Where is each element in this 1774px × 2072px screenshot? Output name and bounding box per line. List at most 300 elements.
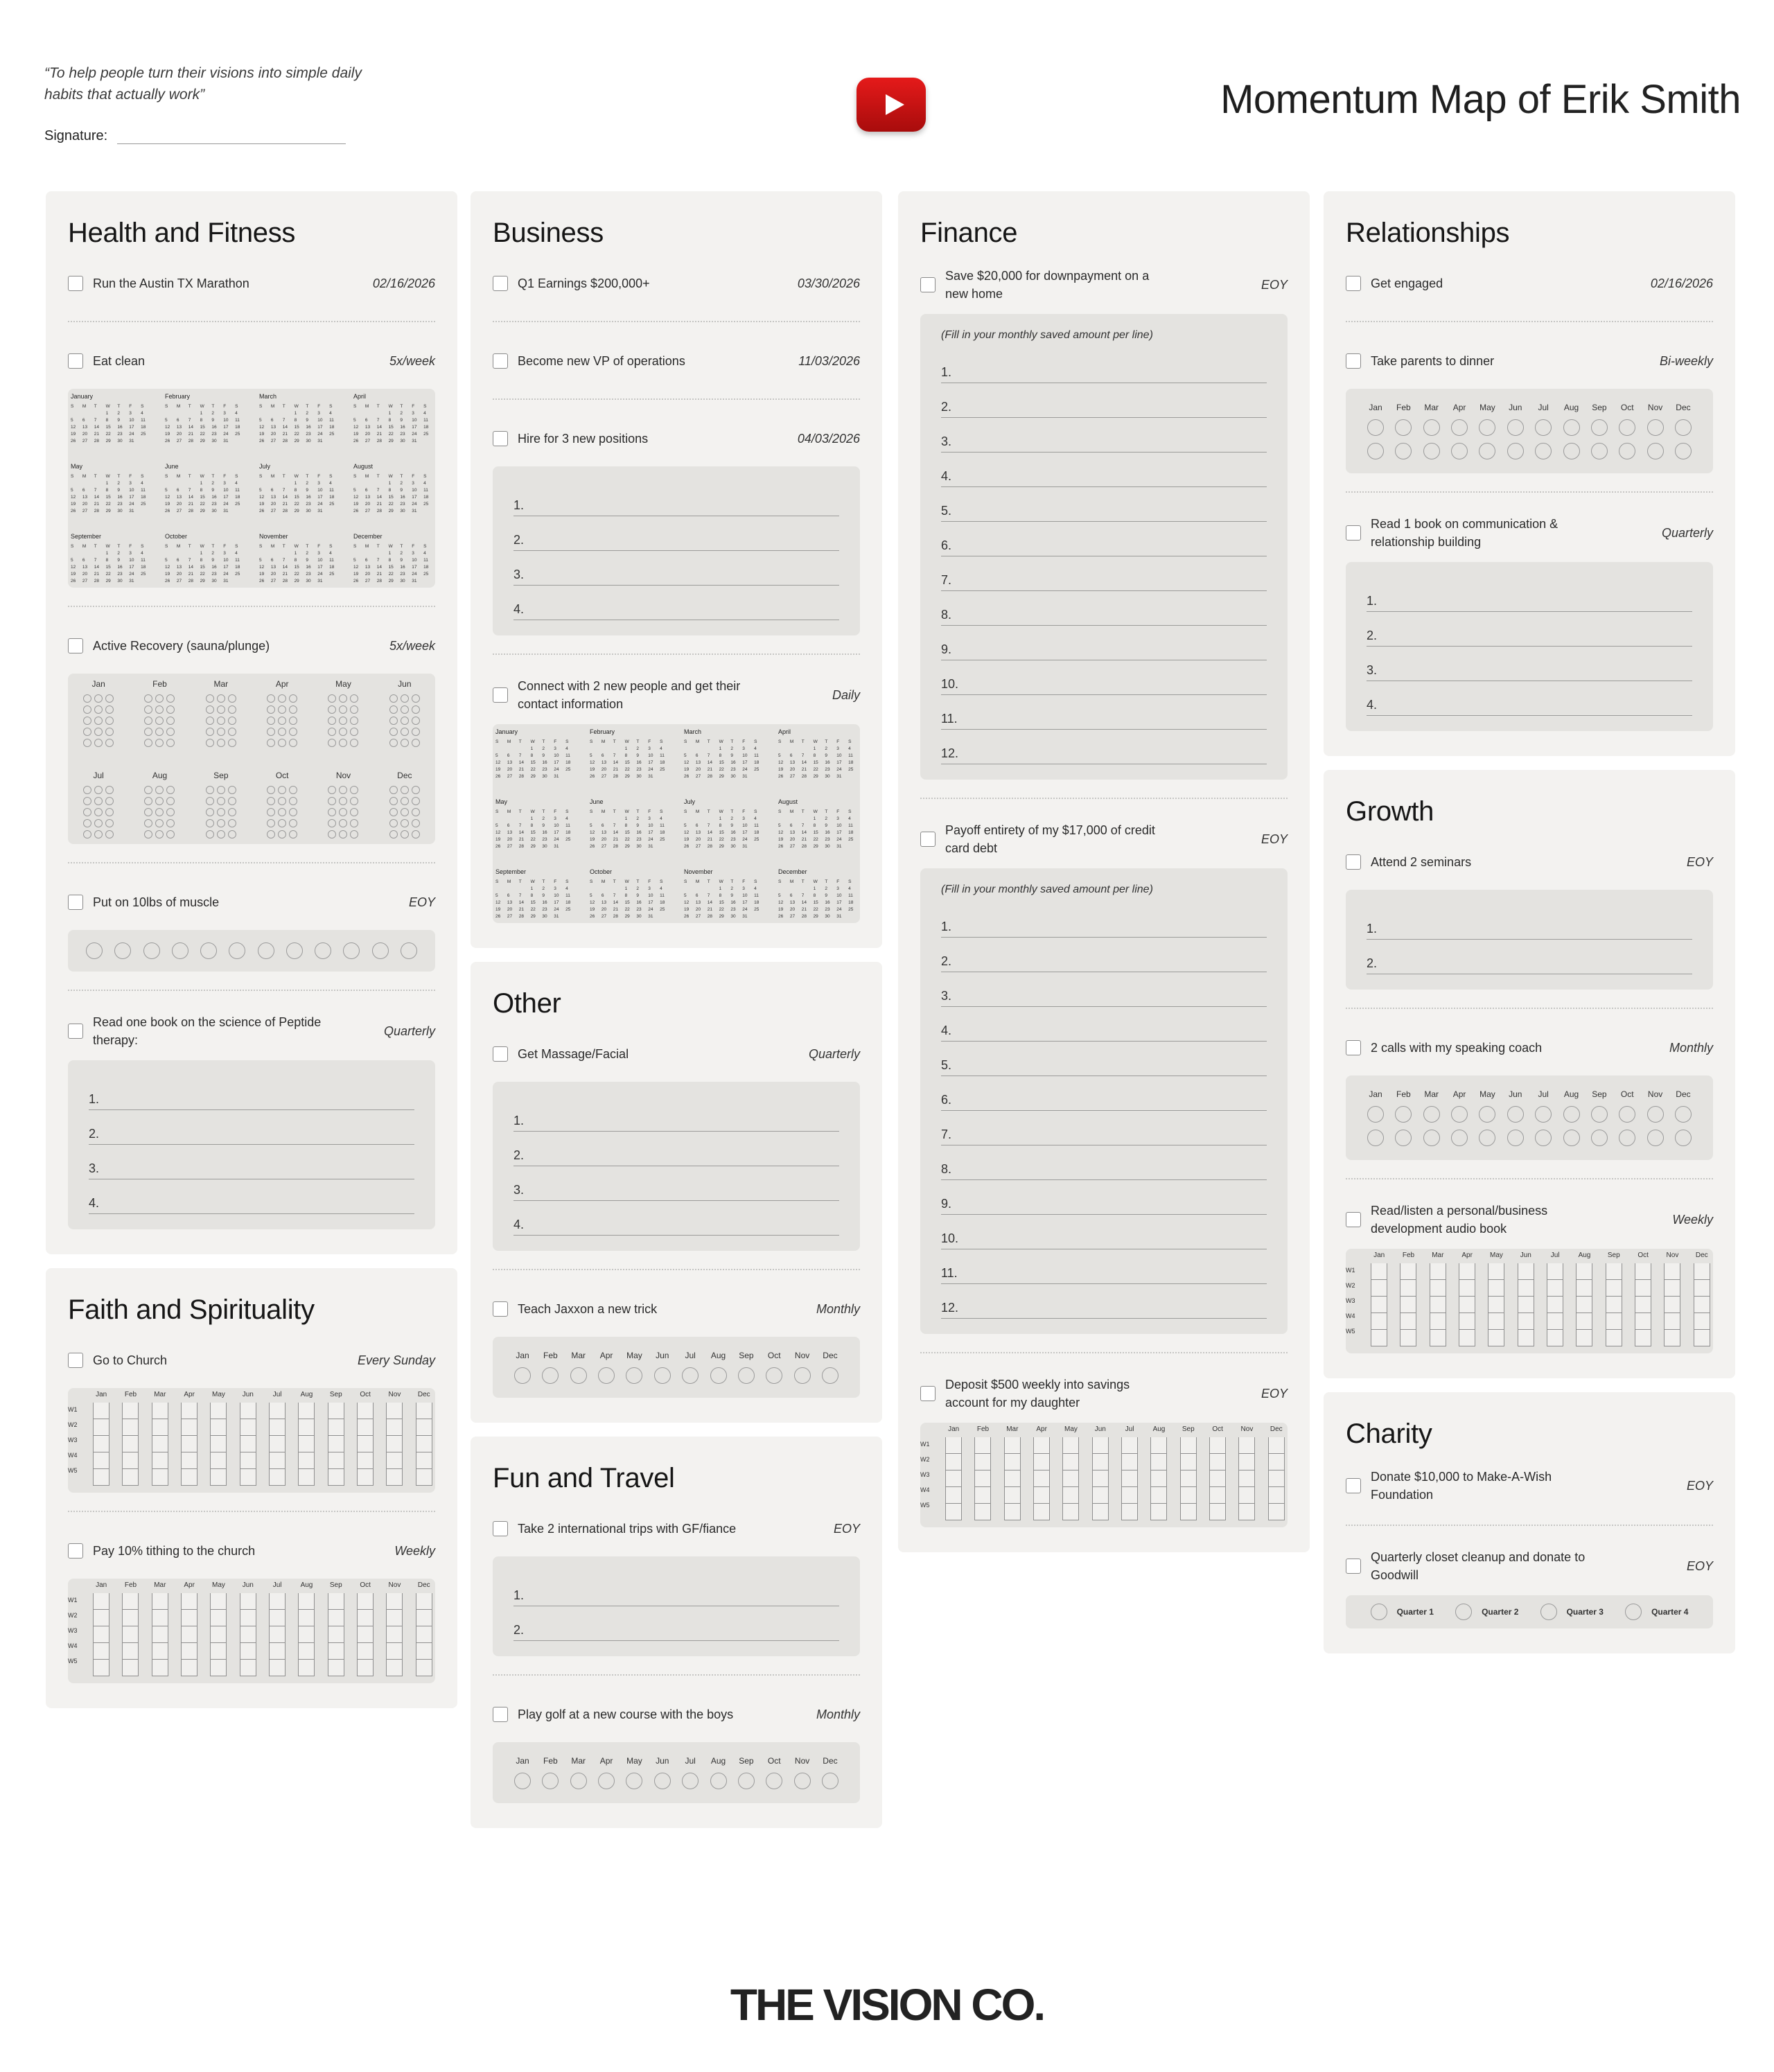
week-cell[interactable]: [1268, 1487, 1285, 1504]
week-cell[interactable]: [1092, 1454, 1109, 1470]
calendar-day[interactable]: 1: [388, 411, 392, 416]
week-cell[interactable]: [240, 1403, 256, 1419]
month-dot[interactable]: [738, 1367, 755, 1384]
progress-dot[interactable]: [143, 942, 160, 959]
calendar-day[interactable]: 23: [730, 767, 736, 772]
calendar-day[interactable]: 30: [730, 844, 736, 849]
calendar-day[interactable]: 1: [294, 411, 297, 416]
tracker-dot[interactable]: [166, 705, 175, 714]
calendar-day[interactable]: 2: [730, 746, 734, 751]
calendar-day[interactable]: 28: [518, 774, 524, 779]
week-cell[interactable]: [1606, 1313, 1622, 1330]
calendar-day[interactable]: 21: [282, 572, 288, 577]
calendar-day[interactable]: 2: [117, 551, 121, 556]
calendar-day[interactable]: 27: [270, 509, 276, 513]
calendar-day[interactable]: 20: [695, 907, 701, 912]
calendar-day[interactable]: 27: [365, 439, 371, 444]
week-cell[interactable]: [122, 1626, 139, 1643]
calendar-day[interactable]: 20: [82, 502, 88, 507]
calendar-day[interactable]: [790, 886, 799, 891]
calendar-day[interactable]: 14: [188, 425, 193, 430]
calendar-day[interactable]: 9: [825, 823, 828, 828]
task-checkbox[interactable]: [1346, 854, 1361, 870]
calendar-day[interactable]: 12: [259, 495, 265, 500]
write-line[interactable]: 12.: [941, 730, 1267, 764]
calendar-day[interactable]: 7: [188, 488, 191, 493]
calendar-day[interactable]: 7: [94, 488, 97, 493]
calendar-day[interactable]: 30: [117, 579, 123, 583]
calendar-day[interactable]: 28: [282, 439, 288, 444]
calendar-day[interactable]: 17: [742, 900, 748, 905]
calendar-day[interactable]: 17: [648, 830, 653, 835]
calendar-day[interactable]: [423, 439, 432, 444]
calendar-day[interactable]: 8: [530, 893, 534, 898]
calendar-day[interactable]: 26: [165, 509, 170, 513]
week-cell[interactable]: [1547, 1263, 1563, 1280]
calendar-day[interactable]: 25: [660, 907, 665, 912]
week-cell[interactable]: [328, 1403, 344, 1419]
calendar-day[interactable]: 31: [836, 774, 842, 779]
calendar-day[interactable]: 10: [648, 753, 653, 758]
week-cell[interactable]: [945, 1437, 962, 1454]
tracker-dot[interactable]: [144, 728, 152, 736]
tracker-dot[interactable]: [206, 694, 214, 703]
calendar-day[interactable]: 28: [282, 579, 288, 583]
calendar-day[interactable]: 3: [129, 481, 132, 486]
week-cell[interactable]: [269, 1469, 286, 1486]
progress-dot[interactable]: [114, 942, 131, 959]
calendar-day[interactable]: 24: [554, 767, 559, 772]
calendar-day[interactable]: 21: [613, 907, 618, 912]
calendar-day[interactable]: 2: [542, 886, 545, 891]
calendar-day[interactable]: 10: [317, 418, 323, 423]
calendar-day[interactable]: 21: [801, 837, 807, 842]
month-dot[interactable]: [1591, 419, 1608, 436]
calendar-day[interactable]: 23: [306, 502, 311, 507]
week-cell[interactable]: [1268, 1454, 1285, 1470]
week-cell[interactable]: [298, 1643, 315, 1660]
week-cell[interactable]: [93, 1626, 109, 1643]
calendar-day[interactable]: 13: [601, 760, 607, 765]
tracker-dot[interactable]: [155, 830, 164, 839]
calendar-day[interactable]: 3: [223, 551, 226, 556]
month-dot[interactable]: [626, 1773, 642, 1789]
tracker-dot[interactable]: [401, 739, 409, 747]
calendar-day[interactable]: 4: [848, 886, 851, 891]
calendar-day[interactable]: 18: [754, 760, 759, 765]
tracker-dot[interactable]: [155, 786, 164, 794]
calendar-day[interactable]: 30: [542, 914, 547, 919]
calendar-day[interactable]: [235, 439, 244, 444]
week-cell[interactable]: [240, 1660, 256, 1676]
calendar-day[interactable]: 8: [200, 488, 203, 493]
calendar-day[interactable]: 7: [613, 753, 616, 758]
tracker-dot[interactable]: [105, 786, 114, 794]
calendar-day[interactable]: 23: [730, 907, 736, 912]
tracker-dot[interactable]: [105, 819, 114, 827]
calendar-day[interactable]: 11: [848, 823, 853, 828]
week-cell[interactable]: [1430, 1313, 1446, 1330]
tracker-dot[interactable]: [267, 808, 275, 816]
calendar-day[interactable]: 9: [306, 558, 309, 563]
calendar-day[interactable]: 5: [353, 558, 356, 563]
calendar-day[interactable]: 28: [707, 844, 712, 849]
calendar-day[interactable]: 26: [353, 509, 359, 513]
calendar-day[interactable]: [271, 481, 280, 486]
calendar-day[interactable]: 14: [376, 425, 382, 430]
calendar-day[interactable]: 2: [117, 411, 121, 416]
calendar-day[interactable]: 3: [742, 816, 745, 821]
week-cell[interactable]: [152, 1643, 168, 1660]
tracker-dot[interactable]: [412, 705, 420, 714]
calendar-day[interactable]: 5: [353, 418, 356, 423]
calendar-day[interactable]: 29: [388, 579, 394, 583]
week-cell[interactable]: [240, 1469, 256, 1486]
calendar-day[interactable]: [353, 411, 362, 416]
write-line[interactable]: 12.: [941, 1284, 1267, 1319]
month-dot[interactable]: [1619, 443, 1635, 459]
calendar-day[interactable]: 15: [200, 425, 205, 430]
week-cell[interactable]: [1121, 1504, 1138, 1520]
calendar-day[interactable]: 20: [82, 432, 88, 437]
calendar-day[interactable]: 31: [412, 439, 417, 444]
calendar-day[interactable]: 3: [554, 816, 556, 821]
tracker-dot[interactable]: [389, 705, 398, 714]
calendar-day[interactable]: 4: [848, 746, 851, 751]
calendar-day[interactable]: 17: [836, 830, 842, 835]
calendar-day[interactable]: 4: [329, 551, 332, 556]
calendar-day[interactable]: 11: [565, 753, 570, 758]
calendar-day[interactable]: 31: [648, 774, 653, 779]
write-line[interactable]: 1.: [89, 1075, 414, 1110]
calendar-day[interactable]: 24: [648, 907, 653, 912]
calendar-day[interactable]: 27: [507, 774, 513, 779]
week-cell[interactable]: [1635, 1330, 1651, 1346]
tracker-dot[interactable]: [278, 728, 286, 736]
month-dot[interactable]: [1563, 419, 1580, 436]
month-dot[interactable]: [1423, 443, 1440, 459]
calendar-day[interactable]: 9: [400, 488, 403, 493]
calendar-day[interactable]: 17: [648, 760, 653, 765]
calendar-day[interactable]: 30: [636, 774, 642, 779]
calendar-day[interactable]: 9: [117, 488, 121, 493]
calendar-day[interactable]: [259, 411, 268, 416]
calendar-day[interactable]: 1: [624, 816, 628, 821]
calendar-day[interactable]: 1: [200, 481, 203, 486]
calendar-day[interactable]: 18: [565, 900, 571, 905]
calendar-day[interactable]: [165, 481, 174, 486]
tracker-dot[interactable]: [389, 786, 398, 794]
calendar-day[interactable]: 7: [707, 823, 710, 828]
week-cell[interactable]: [1488, 1280, 1504, 1297]
calendar-day[interactable]: 14: [188, 565, 193, 570]
calendar-day[interactable]: 18: [660, 900, 665, 905]
calendar-day[interactable]: 2: [636, 886, 640, 891]
tracker-dot[interactable]: [105, 739, 114, 747]
week-cell[interactable]: [1518, 1330, 1534, 1346]
calendar-day[interactable]: 12: [495, 830, 501, 835]
calendar-day[interactable]: 14: [518, 830, 524, 835]
calendar-day[interactable]: 4: [423, 551, 426, 556]
calendar-day[interactable]: 11: [754, 753, 759, 758]
calendar-day[interactable]: 16: [306, 495, 311, 500]
calendar-day[interactable]: 26: [684, 774, 690, 779]
write-line[interactable]: 4.: [1367, 681, 1692, 716]
month-dot[interactable]: [598, 1773, 615, 1789]
week-cell[interactable]: [357, 1593, 374, 1610]
calendar-day[interactable]: [165, 411, 174, 416]
calendar-day[interactable]: 27: [270, 579, 276, 583]
calendar-day[interactable]: 24: [129, 502, 134, 507]
task-checkbox[interactable]: [1346, 353, 1361, 369]
calendar-day[interactable]: 9: [636, 753, 640, 758]
month-dot[interactable]: [1367, 1106, 1384, 1123]
task-checkbox[interactable]: [493, 687, 508, 703]
calendar-day[interactable]: 14: [94, 425, 99, 430]
write-line[interactable]: 1.: [941, 349, 1267, 383]
calendar-day[interactable]: 12: [590, 760, 595, 765]
write-line[interactable]: 4.: [89, 1179, 414, 1214]
calendar-day[interactable]: 25: [754, 767, 759, 772]
week-cell[interactable]: [1238, 1454, 1255, 1470]
tracker-dot[interactable]: [350, 705, 358, 714]
week-cell[interactable]: [1430, 1263, 1446, 1280]
month-dot[interactable]: [1395, 443, 1412, 459]
calendar-day[interactable]: 14: [518, 760, 524, 765]
calendar-day[interactable]: 17: [742, 760, 748, 765]
month-dot[interactable]: [1507, 1106, 1524, 1123]
write-line[interactable]: 3.: [513, 1166, 839, 1201]
week-cell[interactable]: [1459, 1280, 1475, 1297]
tracker-dot[interactable]: [328, 819, 336, 827]
week-cell[interactable]: [152, 1626, 168, 1643]
tracker-dot[interactable]: [105, 808, 114, 816]
calendar-day[interactable]: 14: [376, 565, 382, 570]
tracker-dot[interactable]: [328, 717, 336, 725]
week-cell[interactable]: [974, 1470, 991, 1487]
calendar-day[interactable]: 30: [825, 774, 830, 779]
tracker-dot[interactable]: [83, 808, 91, 816]
calendar-day[interactable]: 11: [423, 418, 428, 423]
week-cell[interactable]: [328, 1419, 344, 1436]
month-dot[interactable]: [1507, 443, 1524, 459]
week-cell[interactable]: [386, 1469, 403, 1486]
calendar-day[interactable]: [590, 886, 599, 891]
task-checkbox[interactable]: [1346, 1040, 1361, 1055]
progress-dot[interactable]: [200, 942, 217, 959]
calendar-day[interactable]: 15: [813, 760, 818, 765]
week-cell[interactable]: [210, 1469, 227, 1486]
tracker-dot[interactable]: [339, 786, 347, 794]
calendar-day[interactable]: 7: [94, 558, 97, 563]
calendar-day[interactable]: 19: [165, 432, 170, 437]
week-cell[interactable]: [181, 1660, 197, 1676]
tracker-dot[interactable]: [267, 728, 275, 736]
progress-dot[interactable]: [229, 942, 245, 959]
calendar-day[interactable]: 31: [317, 579, 323, 583]
calendar-day[interactable]: 16: [211, 425, 217, 430]
calendar-day[interactable]: 26: [71, 439, 76, 444]
calendar-day[interactable]: 14: [188, 495, 193, 500]
tracker-dot[interactable]: [278, 694, 286, 703]
calendar-day[interactable]: 23: [211, 432, 217, 437]
task-checkbox[interactable]: [68, 1024, 83, 1039]
calendar-day[interactable]: 29: [200, 509, 205, 513]
calendar-day[interactable]: 25: [660, 767, 665, 772]
calendar-day[interactable]: 11: [235, 558, 240, 563]
calendar-day[interactable]: 10: [412, 488, 417, 493]
calendar-day[interactable]: 24: [317, 502, 323, 507]
calendar-day[interactable]: 29: [530, 844, 536, 849]
tracker-dot[interactable]: [267, 797, 275, 805]
calendar-day[interactable]: [353, 481, 362, 486]
calendar-day[interactable]: 2: [825, 816, 828, 821]
week-cell[interactable]: [210, 1436, 227, 1452]
calendar-day[interactable]: [778, 816, 787, 821]
week-cell[interactable]: [298, 1660, 315, 1676]
calendar-day[interactable]: 5: [495, 753, 498, 758]
calendar-day[interactable]: 10: [412, 558, 417, 563]
calendar-day[interactable]: 4: [848, 816, 851, 821]
calendar-day[interactable]: 22: [813, 767, 818, 772]
calendar-day[interactable]: 5: [165, 488, 168, 493]
calendar-day[interactable]: 22: [530, 767, 536, 772]
write-line[interactable]: 9.: [941, 1180, 1267, 1215]
calendar-day[interactable]: 26: [259, 509, 265, 513]
task-checkbox[interactable]: [493, 431, 508, 446]
calendar-day[interactable]: 22: [200, 572, 205, 577]
tracker-dot[interactable]: [155, 694, 164, 703]
write-line[interactable]: 2.: [1367, 940, 1692, 974]
calendar-day[interactable]: [495, 816, 504, 821]
write-line[interactable]: 5.: [941, 487, 1267, 522]
calendar-day[interactable]: 10: [554, 753, 559, 758]
calendar-day[interactable]: [565, 774, 574, 779]
tracker-dot[interactable]: [228, 705, 236, 714]
calendar-day[interactable]: 28: [376, 579, 382, 583]
calendar-day[interactable]: 11: [423, 558, 428, 563]
write-line[interactable]: 6.: [941, 522, 1267, 556]
calendar-day[interactable]: 15: [624, 830, 630, 835]
calendar-day[interactable]: 27: [507, 844, 513, 849]
calendar-day[interactable]: 16: [730, 900, 736, 905]
month-dot[interactable]: [514, 1367, 531, 1384]
week-cell[interactable]: [1459, 1263, 1475, 1280]
calendar-day[interactable]: 19: [684, 837, 690, 842]
calendar-day[interactable]: [696, 746, 705, 751]
week-cell[interactable]: [240, 1643, 256, 1660]
week-cell[interactable]: [1180, 1470, 1197, 1487]
calendar-day[interactable]: 10: [648, 893, 653, 898]
tracker-dot[interactable]: [339, 694, 347, 703]
calendar-day[interactable]: 11: [848, 893, 853, 898]
week-cell[interactable]: [1430, 1297, 1446, 1313]
calendar-day[interactable]: 4: [565, 886, 568, 891]
week-cell[interactable]: [1150, 1504, 1167, 1520]
calendar-day[interactable]: 7: [282, 488, 286, 493]
calendar-day[interactable]: 26: [684, 914, 690, 919]
calendar-day[interactable]: 19: [684, 767, 690, 772]
calendar-day[interactable]: 26: [71, 579, 76, 583]
calendar-day[interactable]: 15: [530, 760, 536, 765]
week-cell[interactable]: [152, 1469, 168, 1486]
calendar-day[interactable]: 24: [836, 837, 842, 842]
calendar-day[interactable]: 25: [754, 837, 759, 842]
calendar-day[interactable]: 14: [94, 565, 99, 570]
calendar-day[interactable]: 1: [719, 746, 722, 751]
calendar-day[interactable]: 8: [388, 418, 392, 423]
calendar-day[interactable]: 28: [707, 914, 712, 919]
calendar-day[interactable]: 25: [329, 432, 335, 437]
week-cell[interactable]: [386, 1660, 403, 1676]
week-cell[interactable]: [328, 1643, 344, 1660]
calendar-day[interactable]: 29: [624, 774, 630, 779]
calendar-day[interactable]: 25: [423, 502, 429, 507]
calendar-day[interactable]: [495, 746, 504, 751]
calendar-day[interactable]: 8: [530, 823, 534, 828]
calendar-day[interactable]: 22: [530, 837, 536, 842]
week-cell[interactable]: [1033, 1470, 1050, 1487]
month-dot[interactable]: [1451, 1106, 1468, 1123]
week-cell[interactable]: [1062, 1470, 1079, 1487]
week-cell[interactable]: [93, 1403, 109, 1419]
progress-dot[interactable]: [86, 942, 103, 959]
calendar-day[interactable]: 15: [294, 425, 299, 430]
calendar-day[interactable]: 14: [707, 900, 712, 905]
calendar-day[interactable]: 1: [200, 411, 203, 416]
month-dot[interactable]: [682, 1773, 699, 1789]
calendar-day[interactable]: 5: [684, 753, 687, 758]
calendar-day[interactable]: 17: [742, 830, 748, 835]
calendar-day[interactable]: 26: [684, 844, 690, 849]
tracker-dot[interactable]: [144, 819, 152, 827]
month-dot[interactable]: [1563, 1106, 1580, 1123]
write-line[interactable]: 2.: [941, 938, 1267, 972]
tracker-dot[interactable]: [94, 808, 103, 816]
calendar-day[interactable]: 4: [565, 746, 568, 751]
calendar-day[interactable]: 19: [778, 767, 784, 772]
calendar-day[interactable]: [778, 886, 787, 891]
calendar-day[interactable]: 9: [542, 893, 545, 898]
calendar-day[interactable]: 23: [542, 767, 547, 772]
week-cell[interactable]: [1062, 1454, 1079, 1470]
calendar-day[interactable]: 2: [117, 481, 121, 486]
week-cell[interactable]: [1150, 1487, 1167, 1504]
calendar-day[interactable]: 19: [165, 502, 170, 507]
tracker-dot[interactable]: [155, 717, 164, 725]
calendar-day[interactable]: 2: [825, 886, 828, 891]
calendar-day[interactable]: 11: [565, 823, 570, 828]
month-dot[interactable]: [1367, 1130, 1384, 1146]
quarter-item[interactable]: [1371, 1604, 1434, 1620]
week-cell[interactable]: [416, 1610, 432, 1626]
week-cell[interactable]: [357, 1419, 374, 1436]
calendar-day[interactable]: [71, 481, 80, 486]
calendar-day[interactable]: 8: [719, 823, 722, 828]
calendar-day[interactable]: 24: [317, 432, 323, 437]
calendar-day[interactable]: 8: [200, 558, 203, 563]
calendar-day[interactable]: [82, 411, 91, 416]
calendar-day[interactable]: 29: [624, 844, 630, 849]
month-dot[interactable]: [1591, 1106, 1608, 1123]
week-cell[interactable]: [1576, 1313, 1592, 1330]
calendar-day[interactable]: 16: [825, 830, 830, 835]
calendar-day[interactable]: 17: [648, 900, 653, 905]
week-cell[interactable]: [1635, 1280, 1651, 1297]
month-dot[interactable]: [1367, 419, 1384, 436]
calendar-day[interactable]: 4: [660, 816, 662, 821]
calendar-day[interactable]: 31: [554, 774, 559, 779]
